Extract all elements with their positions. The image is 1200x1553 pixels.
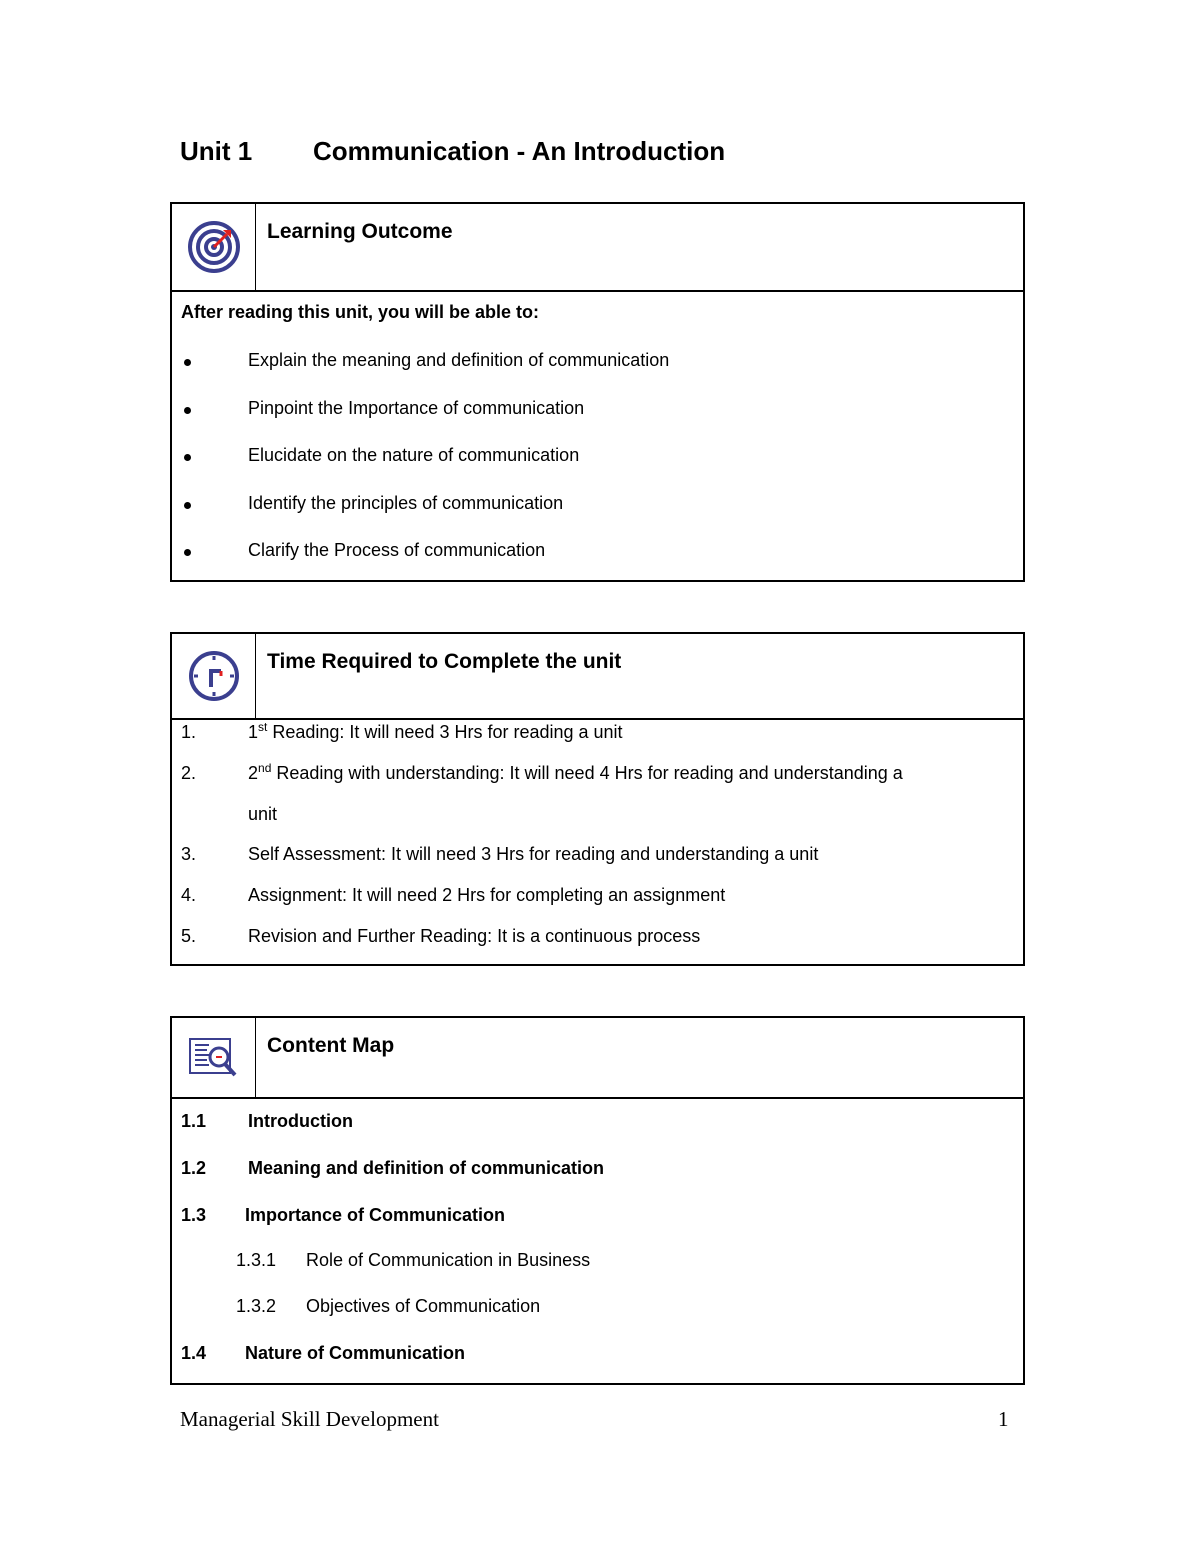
bullet-icon (184, 359, 191, 366)
bullet-icon (184, 407, 191, 414)
time-required-heading: Time Required to Complete the unit (267, 650, 622, 673)
clock-icon (172, 634, 256, 718)
time-required-header (172, 634, 1023, 720)
bullet-icon (184, 502, 191, 509)
bullet-icon (184, 454, 191, 461)
unit-number: Unit 1 (180, 136, 253, 166)
list-item: 1.1 Introduction (181, 1111, 353, 1131)
content-map-box (170, 1016, 1025, 1385)
learning-outcome-heading: Learning Outcome (267, 220, 453, 243)
learning-outcome-header (172, 204, 1023, 292)
unit-title: Communication - An Introduction (313, 136, 726, 166)
list-item: 1.2 Meaning and definition of communication (181, 1158, 604, 1178)
time-required-box: Time Required to Complete the unit 1. 1st Reading: It will need 3 Hrs for reading a unit 2. 2nd Reading with understanding: It will need 4 Hrs for reading and understanding a unit 3. Self Assessment: It will need 3 Hrs for reading and understanding a unit 4. Assignment: It will need 2 Hrs for completing an assignment 5. Revision and Further Reading: It is a continuous process (170, 632, 1025, 966)
learning-outcome-intro: After reading this unit, you will be able to: (181, 302, 540, 322)
target-icon (172, 204, 256, 290)
footer-title: Managerial Skill Development (180, 1407, 439, 1431)
content-map-heading: Content Map (267, 1034, 395, 1057)
list-item: 1.4 Nature of Communication (181, 1343, 466, 1363)
content-map-header (172, 1018, 1023, 1099)
page-number: 1 (998, 1407, 1009, 1431)
list-item: 1.3 Importance of Communication (181, 1205, 506, 1225)
list-item: 1.3.2 Objectives of Communication (236, 1296, 541, 1316)
unit-heading (180, 136, 725, 167)
learning-outcome-box: Learning Outcome After reading this unit, you will be able to: Explain the meaning and definition of communication Pinpoint the Importance of communication Elucidate on the nature of communication Identify the principles of communication Clarify the Process of communication (170, 202, 1025, 582)
list-item: 1.3.1 Role of Communication in Business (236, 1250, 591, 1270)
document-search-icon (172, 1018, 256, 1097)
bullet-icon (184, 549, 191, 556)
